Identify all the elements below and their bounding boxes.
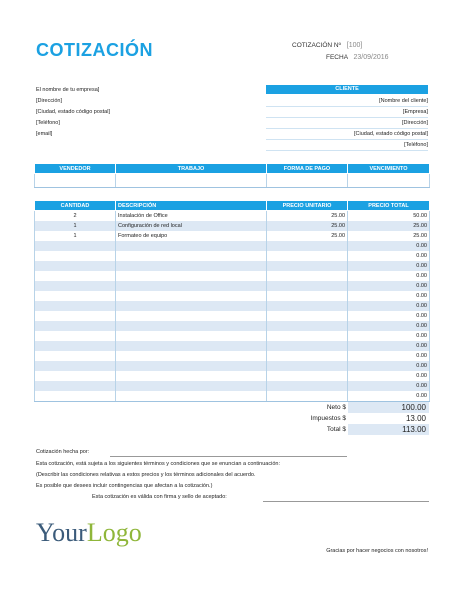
header-unit-price: PRECIO UNITARIO: [267, 201, 348, 211]
unit-price-cell[interactable]: [267, 241, 348, 251]
description-cell[interactable]: [116, 281, 267, 291]
unit-price-cell[interactable]: [267, 311, 348, 321]
terms-intro: Esta cotización, está sujeta a los siguientes términos y condiciones que se enuncian a continuación:: [36, 461, 280, 467]
quantity-cell[interactable]: [35, 331, 116, 341]
description-cell[interactable]: [116, 371, 267, 381]
description-cell[interactable]: [116, 351, 267, 361]
total-price-cell[interactable]: 0.00: [348, 391, 430, 402]
table-row: [35, 361, 430, 371]
items-header-row: [35, 201, 430, 211]
quantity-cell[interactable]: [35, 351, 116, 361]
items-table: [34, 200, 430, 402]
quantity-cell[interactable]: [35, 381, 116, 391]
net-value: 100.00: [348, 402, 429, 413]
description-cell[interactable]: Instalación de Office: [116, 211, 267, 222]
total-price-cell[interactable]: 0.00: [348, 381, 430, 391]
client-company[interactable]: [Empresa]: [402, 109, 428, 115]
company-phone[interactable]: [Teléfono]: [36, 120, 60, 126]
header-job: TRABAJO: [116, 164, 267, 174]
logo-part-logo: Logo: [86, 518, 142, 547]
total-price-cell[interactable]: 0.00: [348, 261, 430, 271]
unit-price-cell[interactable]: [267, 331, 348, 341]
unit-price-cell[interactable]: [267, 351, 348, 361]
unit-price-cell[interactable]: [267, 271, 348, 281]
client-divider: [266, 139, 428, 140]
tax-label: Impuestos $: [310, 415, 346, 422]
total-price-cell[interactable]: 25.00: [348, 231, 430, 241]
tax-value[interactable]: 13.00: [405, 414, 426, 423]
total-label: Total $: [326, 426, 346, 433]
total-price-cell[interactable]: 0.00: [348, 321, 430, 331]
total-price-cell[interactable]: 25.00: [348, 221, 430, 231]
quantity-cell[interactable]: [35, 311, 116, 321]
table-row: [35, 241, 430, 251]
quantity-cell[interactable]: [35, 251, 116, 261]
description-cell[interactable]: [116, 251, 267, 261]
company-address[interactable]: [Dirección]: [36, 98, 62, 104]
table-row: [35, 231, 430, 241]
client-divider: [266, 117, 428, 118]
quote-number-value[interactable]: [100]: [346, 42, 363, 49]
quantity-cell[interactable]: [35, 371, 116, 381]
total-price-cell[interactable]: 0.00: [348, 351, 430, 361]
table-row: [35, 341, 430, 351]
unit-price-cell[interactable]: [267, 391, 348, 402]
table-row: [35, 291, 430, 301]
table-row: [35, 351, 430, 361]
table-row: [35, 391, 430, 402]
unit-price-cell[interactable]: [267, 251, 348, 261]
total-price-cell[interactable]: 0.00: [348, 251, 430, 261]
client-phone[interactable]: [Teléfono]: [404, 142, 428, 148]
total-price-cell[interactable]: 0.00: [348, 371, 430, 381]
due-date-cell[interactable]: [348, 174, 430, 188]
client-divider: [266, 106, 428, 107]
unit-price-cell[interactable]: [267, 361, 348, 371]
quantity-cell[interactable]: [35, 321, 116, 331]
unit-price-cell[interactable]: [267, 381, 348, 391]
acceptance-signature-line[interactable]: [263, 501, 429, 502]
description-cell[interactable]: [116, 331, 267, 341]
description-cell[interactable]: Formateo de equipo: [116, 231, 267, 241]
description-cell[interactable]: [116, 291, 267, 301]
quantity-cell[interactable]: [35, 241, 116, 251]
quantity-cell[interactable]: [35, 361, 116, 371]
unit-price-cell[interactable]: [267, 281, 348, 291]
client-divider: [266, 150, 428, 151]
header-due-date: VENCIMIENTO: [348, 164, 430, 174]
header-payment-method: FORMA DE PAGO: [267, 164, 348, 174]
total-price-cell[interactable]: 0.00: [348, 271, 430, 281]
total-price-cell[interactable]: 0.00: [348, 281, 430, 291]
unit-price-cell[interactable]: [267, 301, 348, 311]
description-cell[interactable]: [116, 311, 267, 321]
unit-price-cell[interactable]: 25.00: [267, 221, 348, 231]
table-row: [35, 251, 430, 261]
quantity-cell[interactable]: [35, 301, 116, 311]
unit-price-cell[interactable]: [267, 261, 348, 271]
table-row: [35, 271, 430, 281]
logo-part-your: Your: [36, 518, 87, 547]
unit-price-cell[interactable]: [267, 341, 348, 351]
job-cell[interactable]: [116, 174, 267, 188]
description-cell[interactable]: [116, 341, 267, 351]
description-cell[interactable]: [116, 241, 267, 251]
unit-price-cell[interactable]: 25.00: [267, 211, 348, 222]
quantity-cell[interactable]: [35, 281, 116, 291]
total-price-cell[interactable]: 0.00: [348, 331, 430, 341]
table-row: [35, 331, 430, 341]
salesperson-cell[interactable]: [35, 174, 116, 188]
company-city[interactable]: [Ciudad, estado código postal]: [36, 109, 110, 115]
total-price-cell[interactable]: 0.00: [348, 311, 430, 321]
description-cell[interactable]: Configuración de red local: [116, 221, 267, 231]
quote-date-value[interactable]: 23/09/2016: [353, 54, 389, 61]
thanks-message: Gracias por hacer negocios con nosotros!: [326, 548, 428, 554]
description-cell[interactable]: [116, 361, 267, 371]
page-title: COTIZACIÓN: [36, 40, 153, 60]
total-price-cell[interactable]: 0.00: [348, 241, 430, 251]
total-price-cell[interactable]: 0.00: [348, 341, 430, 351]
company-logo: [36, 518, 142, 548]
header-salesperson: VENDEDOR: [35, 164, 116, 174]
table-row: [35, 221, 430, 231]
sales-info-row: [35, 174, 430, 188]
unit-price-cell[interactable]: [267, 371, 348, 381]
description-cell[interactable]: [116, 391, 267, 402]
client-divider: [266, 128, 428, 129]
quantity-cell[interactable]: [35, 271, 116, 281]
quantity-cell[interactable]: 2: [35, 211, 116, 222]
total-price-cell[interactable]: 50.00: [348, 211, 430, 222]
client-name[interactable]: [Nombre del cliente]: [379, 98, 428, 104]
validity-label: Esta cotización es válida con firma y sello de aceptado:: [92, 494, 227, 500]
client-address[interactable]: [Dirección]: [402, 120, 428, 126]
terms-contingencies: Es posible que desees incluir contingencias que afectan a la cotización.): [36, 483, 213, 489]
client-city[interactable]: [Ciudad, estado código postal]: [354, 131, 428, 137]
terms-description: (Describir las condiciones relativas a estos precios y los términos adicionales del acuerdo.: [36, 472, 256, 478]
table-row: [35, 281, 430, 291]
description-cell[interactable]: [116, 321, 267, 331]
description-cell[interactable]: [116, 381, 267, 391]
quote-number-row: [292, 42, 362, 49]
header-description: DESCRIPCIÓN: [116, 201, 267, 211]
header-quantity: CANTIDAD: [35, 201, 116, 211]
table-row: [35, 381, 430, 391]
table-row: [35, 301, 430, 311]
sales-info-table: [34, 163, 430, 188]
quantity-cell[interactable]: 1: [35, 231, 116, 241]
table-row: [35, 321, 430, 331]
quote-number-label: COTIZACIÓN Nº: [292, 42, 341, 49]
sales-info-header-row: [35, 164, 430, 174]
unit-price-cell[interactable]: 25.00: [267, 231, 348, 241]
unit-price-cell[interactable]: [267, 321, 348, 331]
quantity-cell[interactable]: [35, 291, 116, 301]
client-heading: CLIENTE: [266, 85, 428, 94]
description-cell[interactable]: [116, 271, 267, 281]
quote-date-label: FECHA: [326, 54, 348, 61]
table-row: [35, 311, 430, 321]
table-row: [35, 211, 430, 222]
company-email[interactable]: [email]: [36, 131, 53, 137]
unit-price-cell[interactable]: [267, 291, 348, 301]
total-price-cell[interactable]: 0.00: [348, 361, 430, 371]
quantity-cell[interactable]: [35, 341, 116, 351]
quantity-cell[interactable]: 1: [35, 221, 116, 231]
description-cell[interactable]: [116, 301, 267, 311]
quantity-cell[interactable]: [35, 391, 116, 402]
quantity-cell[interactable]: [35, 261, 116, 271]
total-price-cell[interactable]: 0.00: [348, 291, 430, 301]
made-by-line[interactable]: [110, 456, 347, 457]
header-total-price: PRECIO TOTAL: [348, 201, 430, 211]
quote-date-row: [326, 54, 389, 61]
table-row: [35, 371, 430, 381]
company-name[interactable]: El nombre de tu empresa]: [36, 87, 100, 93]
table-row: [35, 261, 430, 271]
net-label: Neto $: [326, 404, 346, 411]
made-by-label: Cotización hecha por:: [36, 449, 90, 455]
payment-method-cell[interactable]: [267, 174, 348, 188]
total-value: 113.00: [348, 424, 429, 435]
total-price-cell[interactable]: 0.00: [348, 301, 430, 311]
description-cell[interactable]: [116, 261, 267, 271]
